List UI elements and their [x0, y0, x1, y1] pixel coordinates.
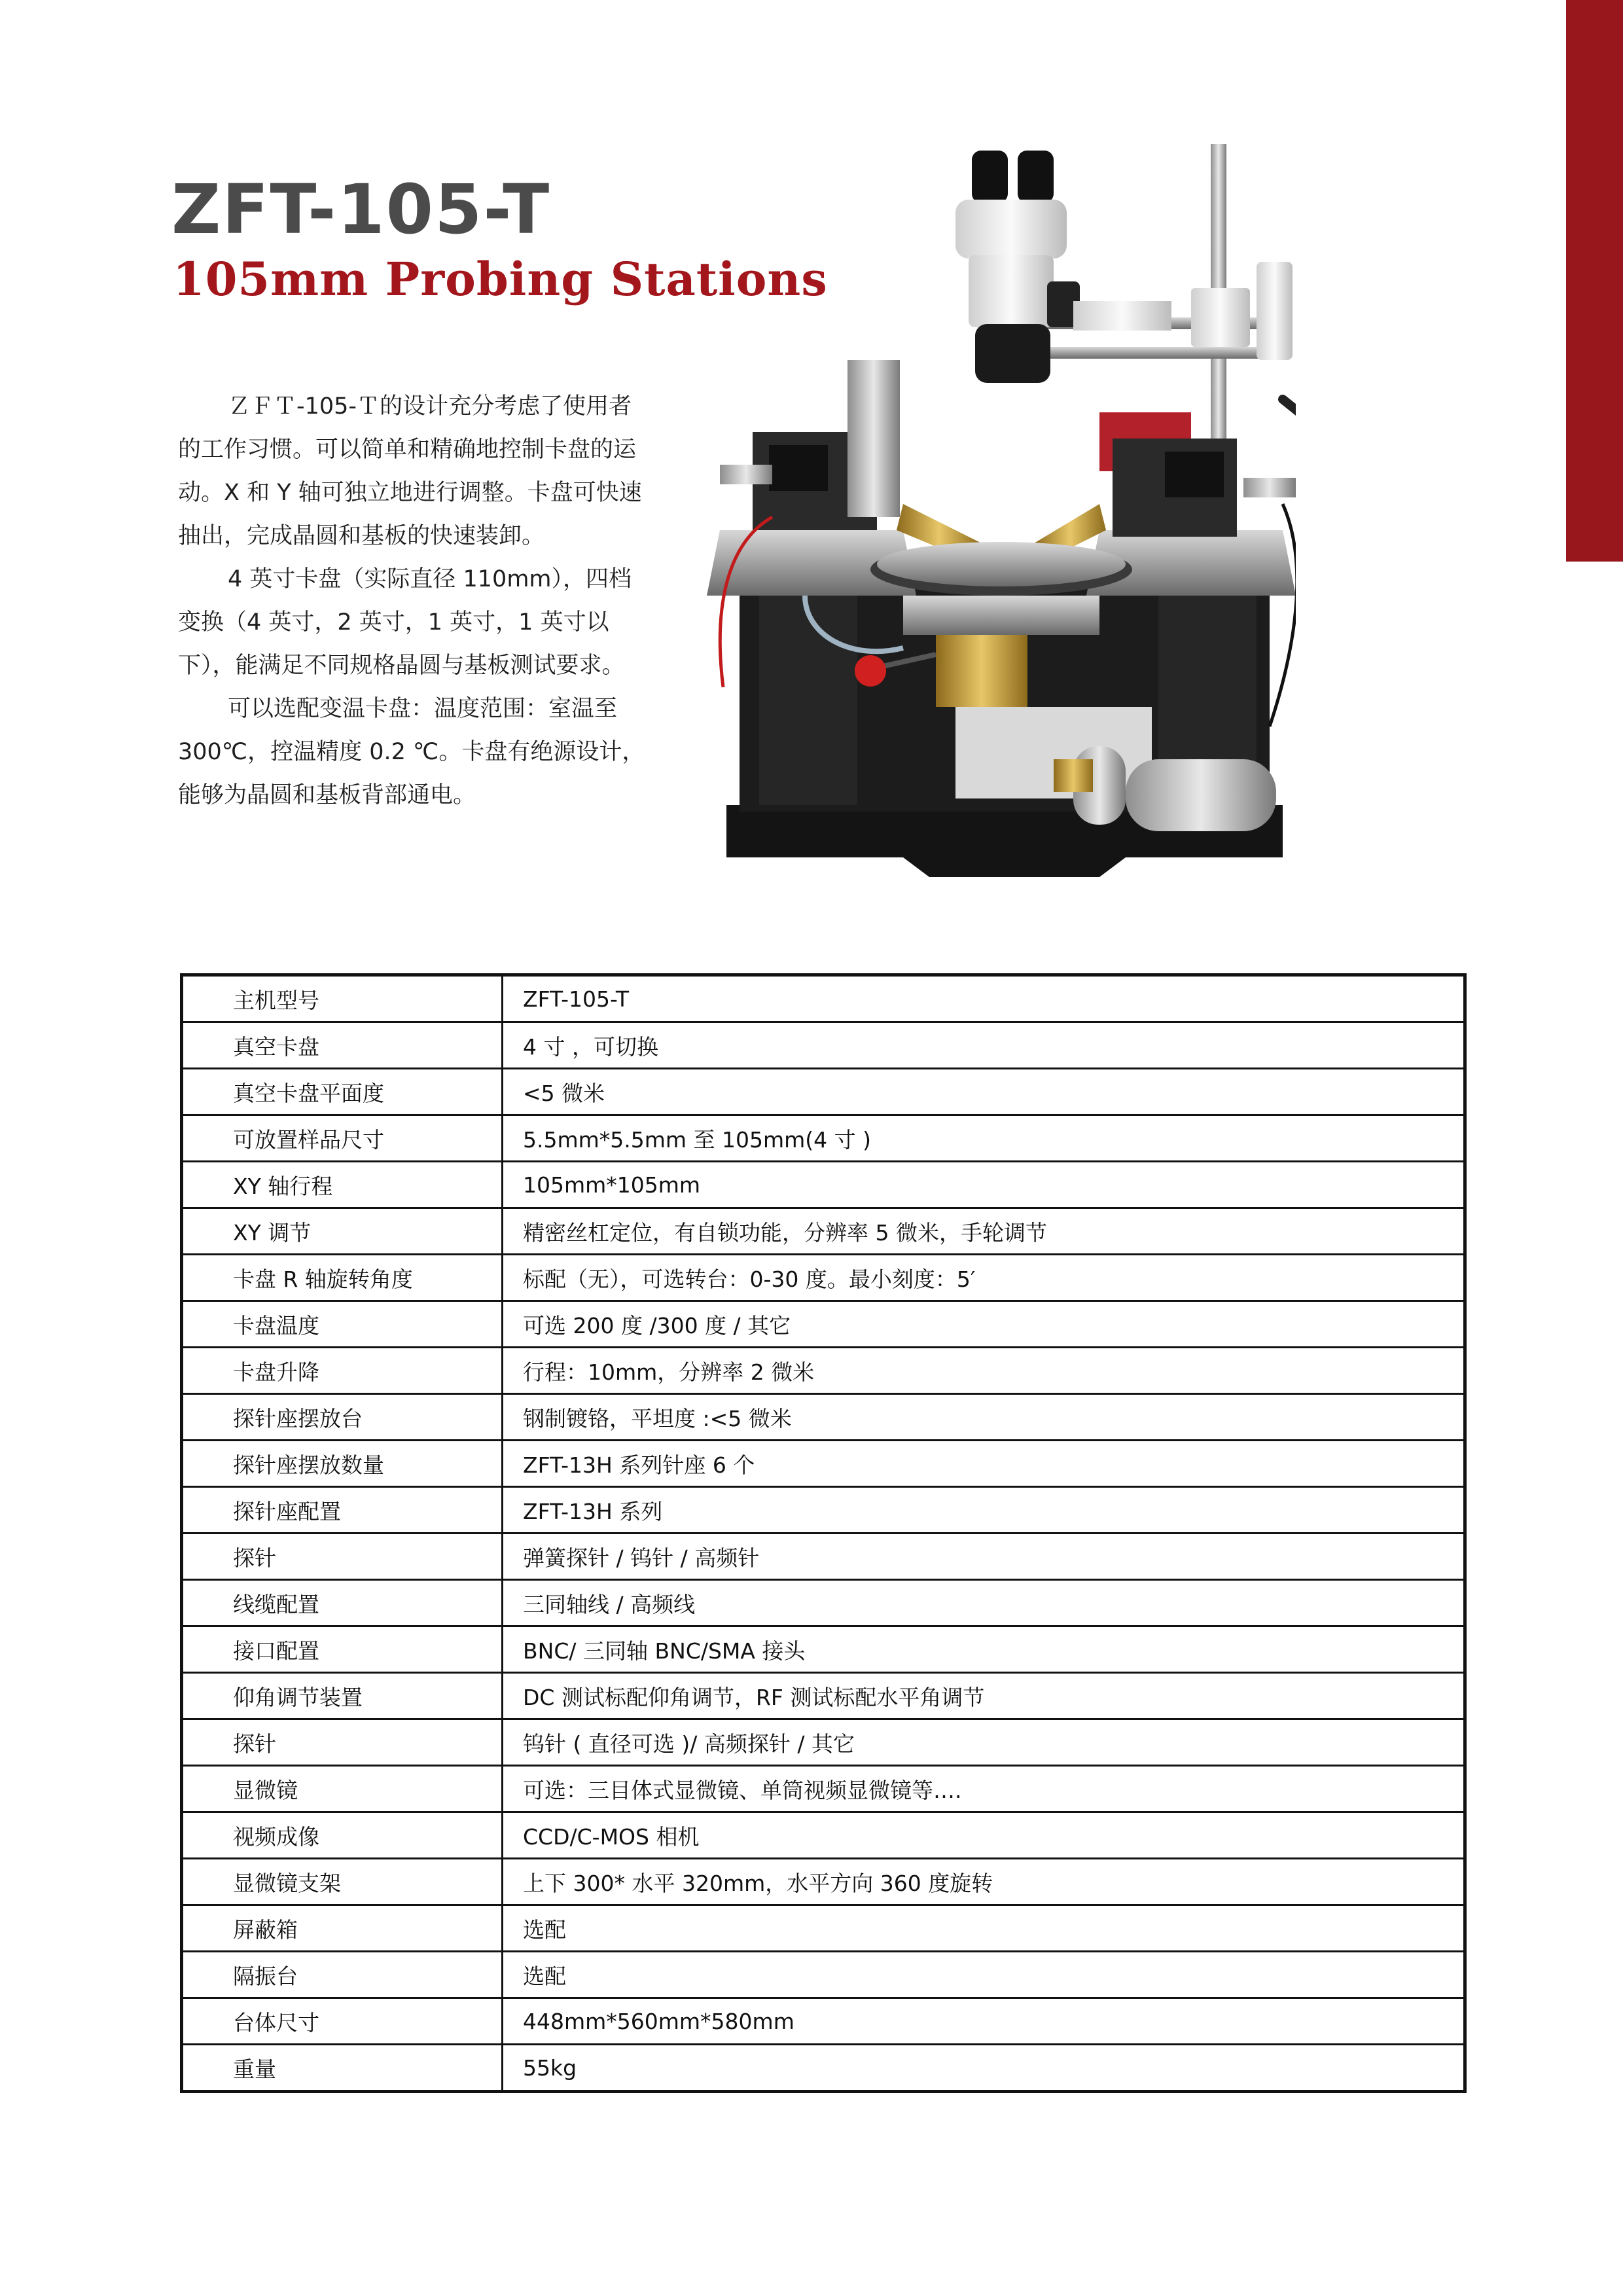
- table-row: [182, 1859, 1465, 1905]
- spec-value: BNC/ 三同轴 BNC/SMA 接头: [503, 1626, 1465, 1673]
- spec-key: 台体尺寸: [182, 1998, 503, 2045]
- table-row: [182, 1905, 1465, 1952]
- spec-key: 接口配置: [182, 1626, 503, 1673]
- spec-key: 线缆配置: [182, 1580, 503, 1626]
- table-row: [182, 1766, 1465, 1812]
- table-row: [182, 1115, 1465, 1162]
- spec-key: 真空卡盘平面度: [182, 1069, 503, 1115]
- spec-key: 重量: [182, 2045, 503, 2092]
- intro-text: [178, 385, 649, 817]
- spec-value: 448mm*560mm*580mm: [503, 1998, 1465, 2045]
- accent-side-bar: [1566, 0, 1623, 562]
- table-row: [182, 1208, 1465, 1255]
- table-row: [182, 1626, 1465, 1673]
- spec-key: 探针座摆放数量: [182, 1441, 503, 1487]
- spec-value: 选配: [503, 1905, 1465, 1952]
- spec-value: 弹簧探针 / 钨针 / 高频针: [503, 1534, 1465, 1580]
- spec-value: DC 测试标配仰角调节，RF 测试标配水平角调节: [503, 1673, 1465, 1719]
- table-row: [182, 1998, 1465, 2045]
- table-row: [182, 2045, 1465, 2092]
- spec-key: 真空卡盘: [182, 1022, 503, 1069]
- spec-value: 三同轴线 / 高频线: [503, 1580, 1465, 1626]
- intro-paragraph: 4 英寸卡盘（实际直径 110mm），四档变换（4 英寸，2 英寸，1 英寸，1 英寸以下），能满足不同规格晶圆与基板测试要求。: [178, 566, 632, 679]
- spec-key: XY 调节: [182, 1208, 503, 1255]
- intro-paragraph: ＺＦＴ-105-Ｔ的设计充分考虑了使用者的工作习惯。可以简单和精确地控制卡盘的运动。X 和 Y 轴可独立地进行调整。卡盘可快速抽出，完成晶圆和基板的快速装卸。: [178, 393, 642, 549]
- spec-value: 钢制镀铬，平坦度 :<5 微米: [503, 1394, 1465, 1441]
- spec-value: 钨针 ( 直径可选 )/ 高频探针 / 其它: [503, 1719, 1465, 1766]
- table-row: [182, 975, 1465, 1022]
- spec-value: 5.5mm*5.5mm 至 105mm(4 寸 ): [503, 1115, 1465, 1162]
- spec-value: ZFT-105-T: [503, 975, 1465, 1022]
- spec-key: 显微镜: [182, 1766, 503, 1812]
- table-row: [182, 1580, 1465, 1626]
- spec-value: 4 寸 ，可切换: [503, 1022, 1465, 1069]
- spec-value: 可选 200 度 /300 度 / 其它: [503, 1301, 1465, 1348]
- spec-value: 55kg: [503, 2045, 1465, 2092]
- table-row: [182, 1441, 1465, 1487]
- spec-key: 卡盘 R 轴旋转角度: [182, 1255, 503, 1301]
- table-row: [182, 1069, 1465, 1115]
- spec-value: CCD/C-MOS 相机: [503, 1812, 1465, 1859]
- spec-value: 105mm*105mm: [503, 1162, 1465, 1208]
- table-row: [182, 1301, 1465, 1348]
- spec-value: 可选：三目体式显微镜、单筒视频显微镜等….: [503, 1766, 1465, 1812]
- table-row: [182, 1162, 1465, 1208]
- spec-value: ZFT-13H 系列针座 6 个: [503, 1441, 1465, 1487]
- spec-value: 行程：10mm，分辨率 2 微米: [503, 1348, 1465, 1394]
- table-row: [182, 1487, 1465, 1534]
- spec-key: 可放置样品尺寸: [182, 1115, 503, 1162]
- spec-value: 上下 300* 水平 320mm，水平方向 360 度旋转: [503, 1859, 1465, 1905]
- table-row: [182, 1255, 1465, 1301]
- spec-value: 选配: [503, 1952, 1465, 1998]
- spec-value: 标配（无），可选转台：0-30 度。最小刻度：5′: [503, 1255, 1465, 1301]
- table-row: [182, 1719, 1465, 1766]
- spec-table: [180, 973, 1467, 2093]
- subtitle: 105mm Probing Stations: [173, 252, 828, 306]
- table-row: [182, 1673, 1465, 1719]
- spec-key: 探针: [182, 1719, 503, 1766]
- spec-key: 探针座摆放台: [182, 1394, 503, 1441]
- spec-key: 显微镜支架: [182, 1859, 503, 1905]
- spec-key: 隔振台: [182, 1952, 503, 1998]
- table-row: [182, 1812, 1465, 1859]
- table-row: [182, 1952, 1465, 1998]
- spec-key: 探针: [182, 1534, 503, 1580]
- spec-key: 视频成像: [182, 1812, 503, 1859]
- spec-key: 卡盘升降: [182, 1348, 503, 1394]
- table-row: [182, 1394, 1465, 1441]
- probe-station-photo: [707, 137, 1296, 897]
- table-row: [182, 1348, 1465, 1394]
- model-title: ZFT-105-T: [171, 170, 551, 249]
- table-row: [182, 1022, 1465, 1069]
- spec-key: XY 轴行程: [182, 1162, 503, 1208]
- spec-value: <5 微米: [503, 1069, 1465, 1115]
- intro-paragraph: 可以选配变温卡盘：温度范围：室温至 300℃，控温精度 0.2 ℃。卡盘有绝源设计，能够为晶圆和基板背部通电。: [178, 696, 645, 808]
- spec-key: 主机型号: [182, 975, 503, 1022]
- spec-value: 精密丝杠定位，有自锁功能，分辨率 5 微米，手轮调节: [503, 1208, 1465, 1255]
- table-row: [182, 1534, 1465, 1580]
- spec-key: 屏蔽箱: [182, 1905, 503, 1952]
- spec-key: 仰角调节装置: [182, 1673, 503, 1719]
- spec-value: ZFT-13H 系列: [503, 1487, 1465, 1534]
- spec-key: 卡盘温度: [182, 1301, 503, 1348]
- spec-key: 探针座配置: [182, 1487, 503, 1534]
